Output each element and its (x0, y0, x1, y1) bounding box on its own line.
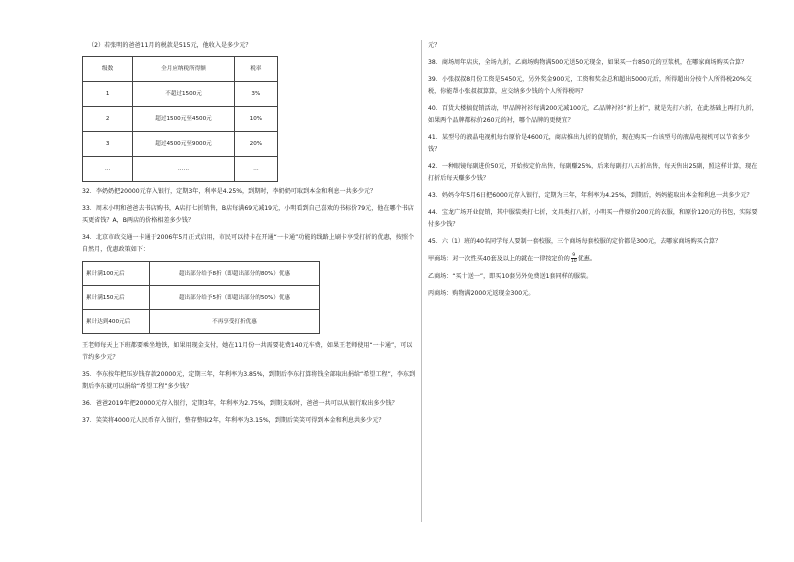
table-cell: … (234, 157, 277, 182)
right-column (428, 40, 762, 305)
table-cell: 不再享受打折优惠 (150, 310, 320, 334)
question-32: 32．李奶奶把20000元存入银行，定期3年，利率是4.25%，到期时，李奶奶可取到本金和利息一共多少元？ (82, 188, 377, 195)
table-cell: 不超过1500元 (133, 82, 234, 107)
question-34-body: 王老师每天上下班都要乘坐地铁，如果用现金支付，她在11月份一共需要花费140元车费，如果王老师使用“一卡通”，可以节约多少元？ (82, 342, 413, 361)
table-row (83, 132, 278, 157)
question-35: 35．李东按年把压岁钱存款20000元，定期三年，年利率为3.85%，到期后李东打算将钱全部取出捐给“希望工程”，李东到期后李东就可以捐给“希望工程”多少钱？ (82, 371, 416, 390)
fraction (571, 253, 577, 264)
table-row (83, 107, 278, 132)
question-42: 42．一种眼镜每副进价50元，开始按定价出售，每副赚25%，后来每副打八五折出售，每天售出25副，照这样计算，现在打折后每天赚多少钱？ (428, 163, 758, 182)
fraction-denominator: 10 (570, 259, 577, 264)
shop-b-offer: 乙商场：“买十送一”，即买10套另外免费送1套同样的服装。 (428, 272, 593, 280)
question-36: 36．爸爸2019年把20000元存入银行，定期3年，年利率为2.75%，到期支取时，爸爸一共可以从银行取出多少钱？ (82, 400, 398, 407)
fraction-numerator: 9 (572, 253, 576, 258)
table-cell: 1 (83, 82, 133, 107)
table-header-cell: 税率 (234, 57, 277, 82)
question-33: 33．周末小明和爸爸去书店购书，A店打七折销售，B店每满69元减19元，小明看到自己喜欢的书标价79元，他在哪个书店买更省钱？A，B两店的价格相差多少钱？ (82, 205, 414, 224)
question-45-intro: 45．六（1）班的40名同学每人要制一套校服，三个商场每套校服的定价都是300元，去哪家商场购买合算？ (428, 238, 722, 245)
left-column (82, 40, 418, 432)
question-31-part-2: （2）若张明的爸爸11月的税款是515元，他收入是多少元？ (88, 42, 252, 49)
table-cell: 累计满100元后 (83, 262, 150, 286)
table-row (83, 157, 278, 182)
shop-a-text-end: 优惠。 (577, 255, 596, 263)
table-cell: 10% (234, 107, 277, 132)
question-41: 41．某型号的液晶电视机每台原价是4600元，商店推出九折的促销价，现在购买一台该型号的液晶电视机可以节省多少钱？ (428, 134, 750, 153)
table-cell: 累计满150元后 (83, 286, 150, 310)
shop-a-text: 甲商场：对一次性买40套及以上的就在一律按定价的 (428, 255, 570, 263)
table-cell: 3% (234, 82, 277, 107)
table-cell: 超出部分给予8折（即超出部分的80%）优惠 (150, 262, 320, 286)
question-39: 39．小张叔叔8月份工资是5450元，另外奖金900元，工资和奖金总和超出5000元后，所得超出分按个人所得税20%交税，你能帮小张叔叔算算，应交纳多少钱的个人所得税吗？ (428, 76, 752, 95)
tax-rate-table (82, 56, 278, 182)
table-header-cell: 全月应纳税所得额 (133, 57, 234, 82)
question-37-end: 元？ (428, 42, 441, 49)
table-row (83, 310, 320, 334)
table-header-cell: 级数 (83, 57, 133, 82)
table-row (83, 262, 320, 286)
table-cell: 3 (83, 132, 133, 157)
table-row (83, 286, 320, 310)
table-cell: 超出部分给予5折（即超出部分的50%）优惠 (150, 286, 320, 310)
question-44: 44．宝龙广场开业促销，其中服装类打七折，文具类打八折，小明买一件原价200元的衣服，和原价120元的书包，实际要付多少钱？ (428, 209, 758, 228)
shop-a-offer (428, 253, 762, 266)
table-cell: 20% (234, 132, 277, 157)
table-cell: 超过1500元至4500元 (133, 107, 234, 132)
question-40: 40．百货大楼搞促销活动，甲品牌衬衫每满200元减100元，乙品牌衬衫“折上折”，就是先打六折，在此基础上再打九折，如果两个品牌都标价260元的衬，哪个品牌的更便宜？ (428, 105, 758, 124)
table-row (83, 82, 278, 107)
question-38: 38．商场周年店庆，全场九折，乙商场购物满500元送50元现金，如果买一台850元的豆浆机，在哪家商场购买合算？ (428, 59, 748, 66)
table-cell: … (83, 157, 133, 182)
table-cell: 超过4500元至9000元 (133, 132, 234, 157)
question-37: 37．笑笑将4000元人民币存入银行，整存整取2年，年利率为3.15%，到期后笑笑可得到本金和利息共多少元？ (82, 417, 385, 424)
transit-card-discount-table (82, 261, 320, 334)
table-cell: …… (133, 157, 234, 182)
table-cell: 累计达到400元后 (83, 310, 150, 334)
shop-c-offer: 丙商场：购物满2000元返现金300元。 (428, 289, 535, 297)
question-43: 43．妈妈今年5月6日把6000元存入银行，定期为三年，年利率为4.25%，到期后，妈妈能取出本金和利息一共多少元？ (428, 192, 753, 199)
table-cell: 2 (83, 107, 133, 132)
question-34-intro: 34．北京市政交通一卡通于2006年5月正式启用，市民可以持卡在开通“一卡通”功能的线路上刷卡享受打折的优惠，按照个自然月，优惠政策如下： (82, 234, 415, 253)
column-divider (421, 40, 422, 522)
table-header-row (83, 57, 278, 82)
